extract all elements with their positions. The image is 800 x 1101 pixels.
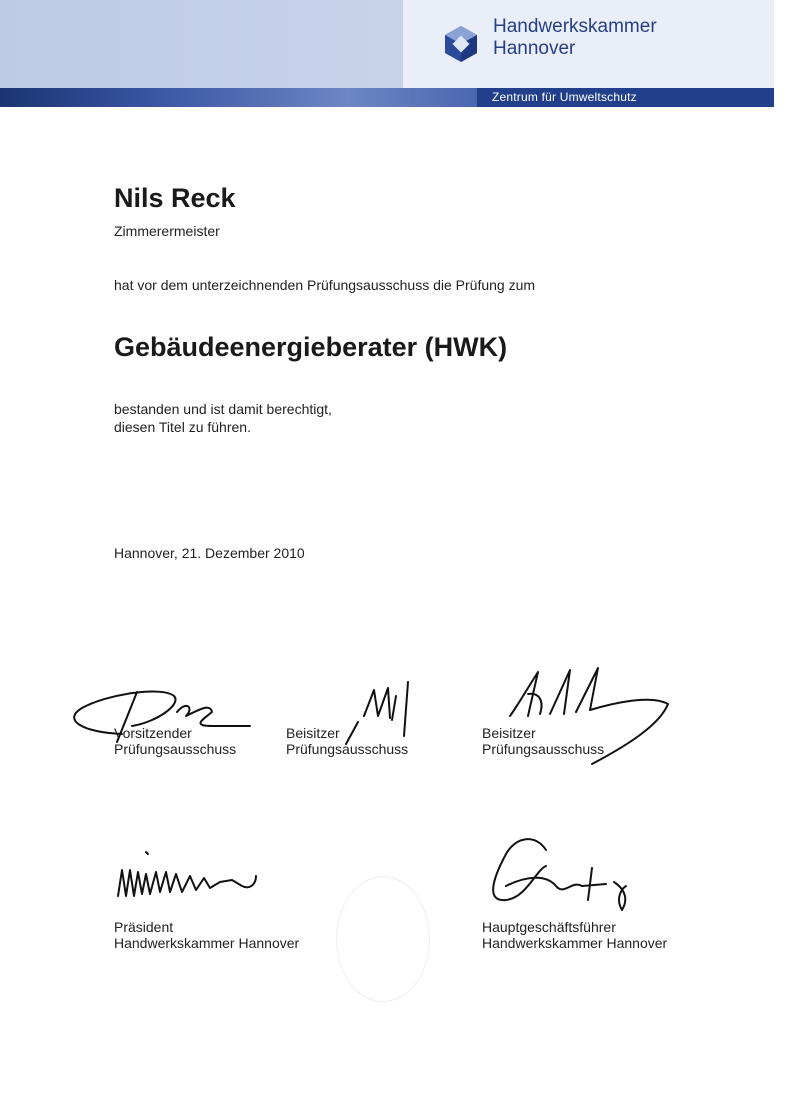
signatory-body-assessor-1: Prüfungsausschuss [286, 741, 409, 757]
signatory-role-assessor-2: Beisitzer [482, 725, 536, 741]
header-subtitle: Zentrum für Umweltschutz [492, 90, 637, 104]
organization-name-line2: Hannover [493, 38, 576, 59]
signature-chair [62, 682, 252, 754]
signatory-role-chair: Vorsitzender [114, 725, 192, 741]
organization-name-line1: Handwerkskammer [493, 16, 657, 37]
signatory-role-president: Präsident [114, 919, 174, 935]
signatory-role-assessor-1: Beisitzer [286, 725, 340, 741]
recipient-profession: Zimmerermeister [114, 223, 220, 239]
signatory-role-managing-director: Hauptgeschäftsführer [482, 919, 616, 935]
signature-president [110, 846, 270, 906]
place-date: Hannover, 21. Dezember 2010 [114, 545, 305, 561]
qualification-title: Gebäudeenergieberater (HWK) [114, 332, 508, 362]
certificate-intro: hat vor dem unterzeichnenden Prüfungsausschuss die Prüfung zum [114, 277, 536, 293]
result-line-2: diesen Titel zu führen. [114, 419, 251, 435]
signatory-body-managing-director: Handwerkskammer Hannover [482, 935, 668, 951]
embossed-seal [336, 876, 430, 1002]
signature-assessor-2 [480, 664, 680, 768]
signatory-body-chair: Prüfungsausschuss [114, 741, 237, 757]
hwk-cube-logo-icon [441, 24, 481, 64]
result-line-1: bestanden und ist damit berechtigt, [114, 401, 332, 417]
signatory-body-assessor-2: Prüfungsausschuss [482, 741, 605, 757]
recipient-name: Nils Reck [114, 183, 236, 213]
signature-managing-director [476, 830, 646, 920]
signatory-body-president: Handwerkskammer Hannover [114, 935, 300, 951]
signature-assessor-1 [334, 676, 424, 756]
